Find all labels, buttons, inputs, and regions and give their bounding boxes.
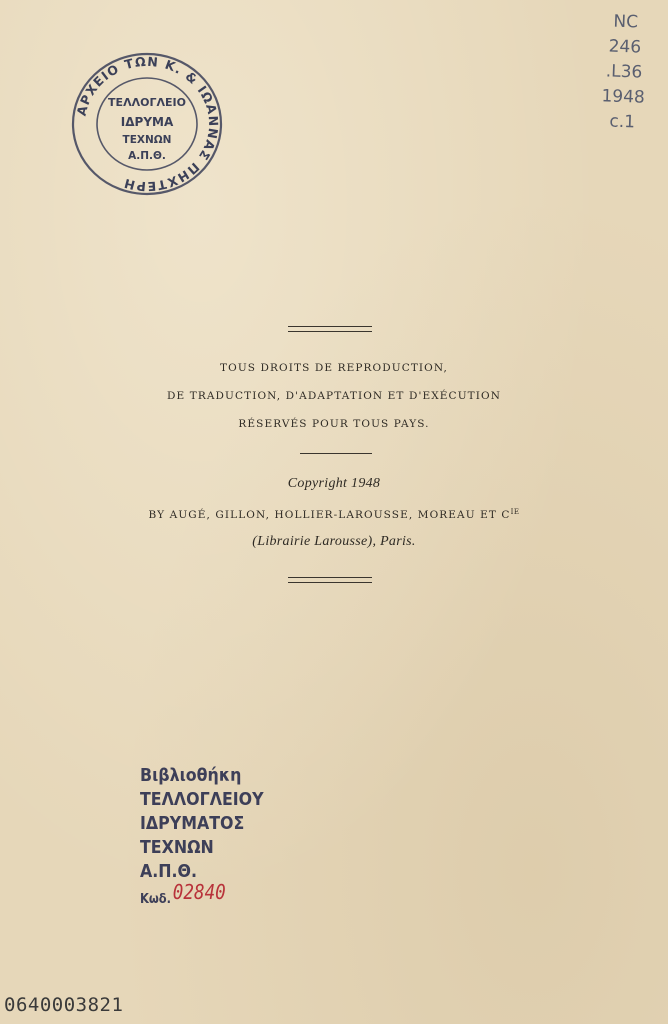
shelf-mark-line: 1948 xyxy=(601,86,646,108)
top-double-rule xyxy=(288,326,372,332)
stamp-line-4: Α.Π.Θ. xyxy=(128,150,166,162)
publishers-text: BY AUGÉ, GILLON, HOLLIER-LAROUSSE, MOREAU ET C xyxy=(148,509,511,521)
rights-line-3: RÉSERVÉS POUR TOUS PAYS. xyxy=(238,418,430,430)
middle-rule xyxy=(300,453,372,454)
stamp-seal-icon xyxy=(62,50,232,200)
code-label: Κωδ. xyxy=(140,892,172,907)
publishers-line xyxy=(0,508,668,521)
rights-line-2: DE TRADUCTION, D'ADAPTATION ET D'EXÉCUTION xyxy=(167,390,501,402)
library-stamp-line: ΙΔΡΥΜΑΤΟΣ xyxy=(140,813,245,834)
shelf-mark-line: c.1 xyxy=(609,111,636,133)
stamp-line-1: ΤΕΛΛΟΓΛΕΙΟ xyxy=(108,96,186,109)
stamp-ring-text: ΑΡΧΕΙΟ ΤΩΝ Κ. & ΙΩΑΝΝΑΣ ΠΗΧΤΕΡΗ xyxy=(73,53,222,195)
library-stamp xyxy=(140,764,316,912)
library-stamp-code-row xyxy=(140,880,316,912)
publishers-superscript: IE xyxy=(510,508,520,516)
barcode-number: 0640003821 xyxy=(4,994,124,1016)
archive-stamp xyxy=(62,50,232,200)
library-stamp-line: Βιβλιοθήκη xyxy=(140,765,242,786)
stamp-line-2: ΙΔΡΥΜΑ xyxy=(120,115,174,129)
imprint-line: (Librairie Larousse), Paris. xyxy=(252,534,416,549)
copyright-label: Copyright 1948 xyxy=(287,476,381,491)
bottom-double-rule xyxy=(288,577,372,583)
library-stamp-line: ΤΕΛΛΟΓΛΕΙΟΥ xyxy=(140,789,264,810)
shelf-mark-line: .L36 xyxy=(605,61,643,83)
stamp-line-3: ΤΕΧΝΩΝ xyxy=(122,134,172,146)
library-stamp-line: Α.Π.Θ. xyxy=(140,861,198,882)
rights-line-1: TOUS DROITS DE REPRODUCTION, xyxy=(220,362,448,374)
shelf-mark-line: NC xyxy=(613,11,639,33)
shelf-mark-line: 246 xyxy=(608,36,642,58)
code-value: 02840 xyxy=(172,880,226,904)
shelf-mark xyxy=(586,9,662,136)
library-stamp-line: ΤΕΧΝΩΝ xyxy=(140,837,214,858)
